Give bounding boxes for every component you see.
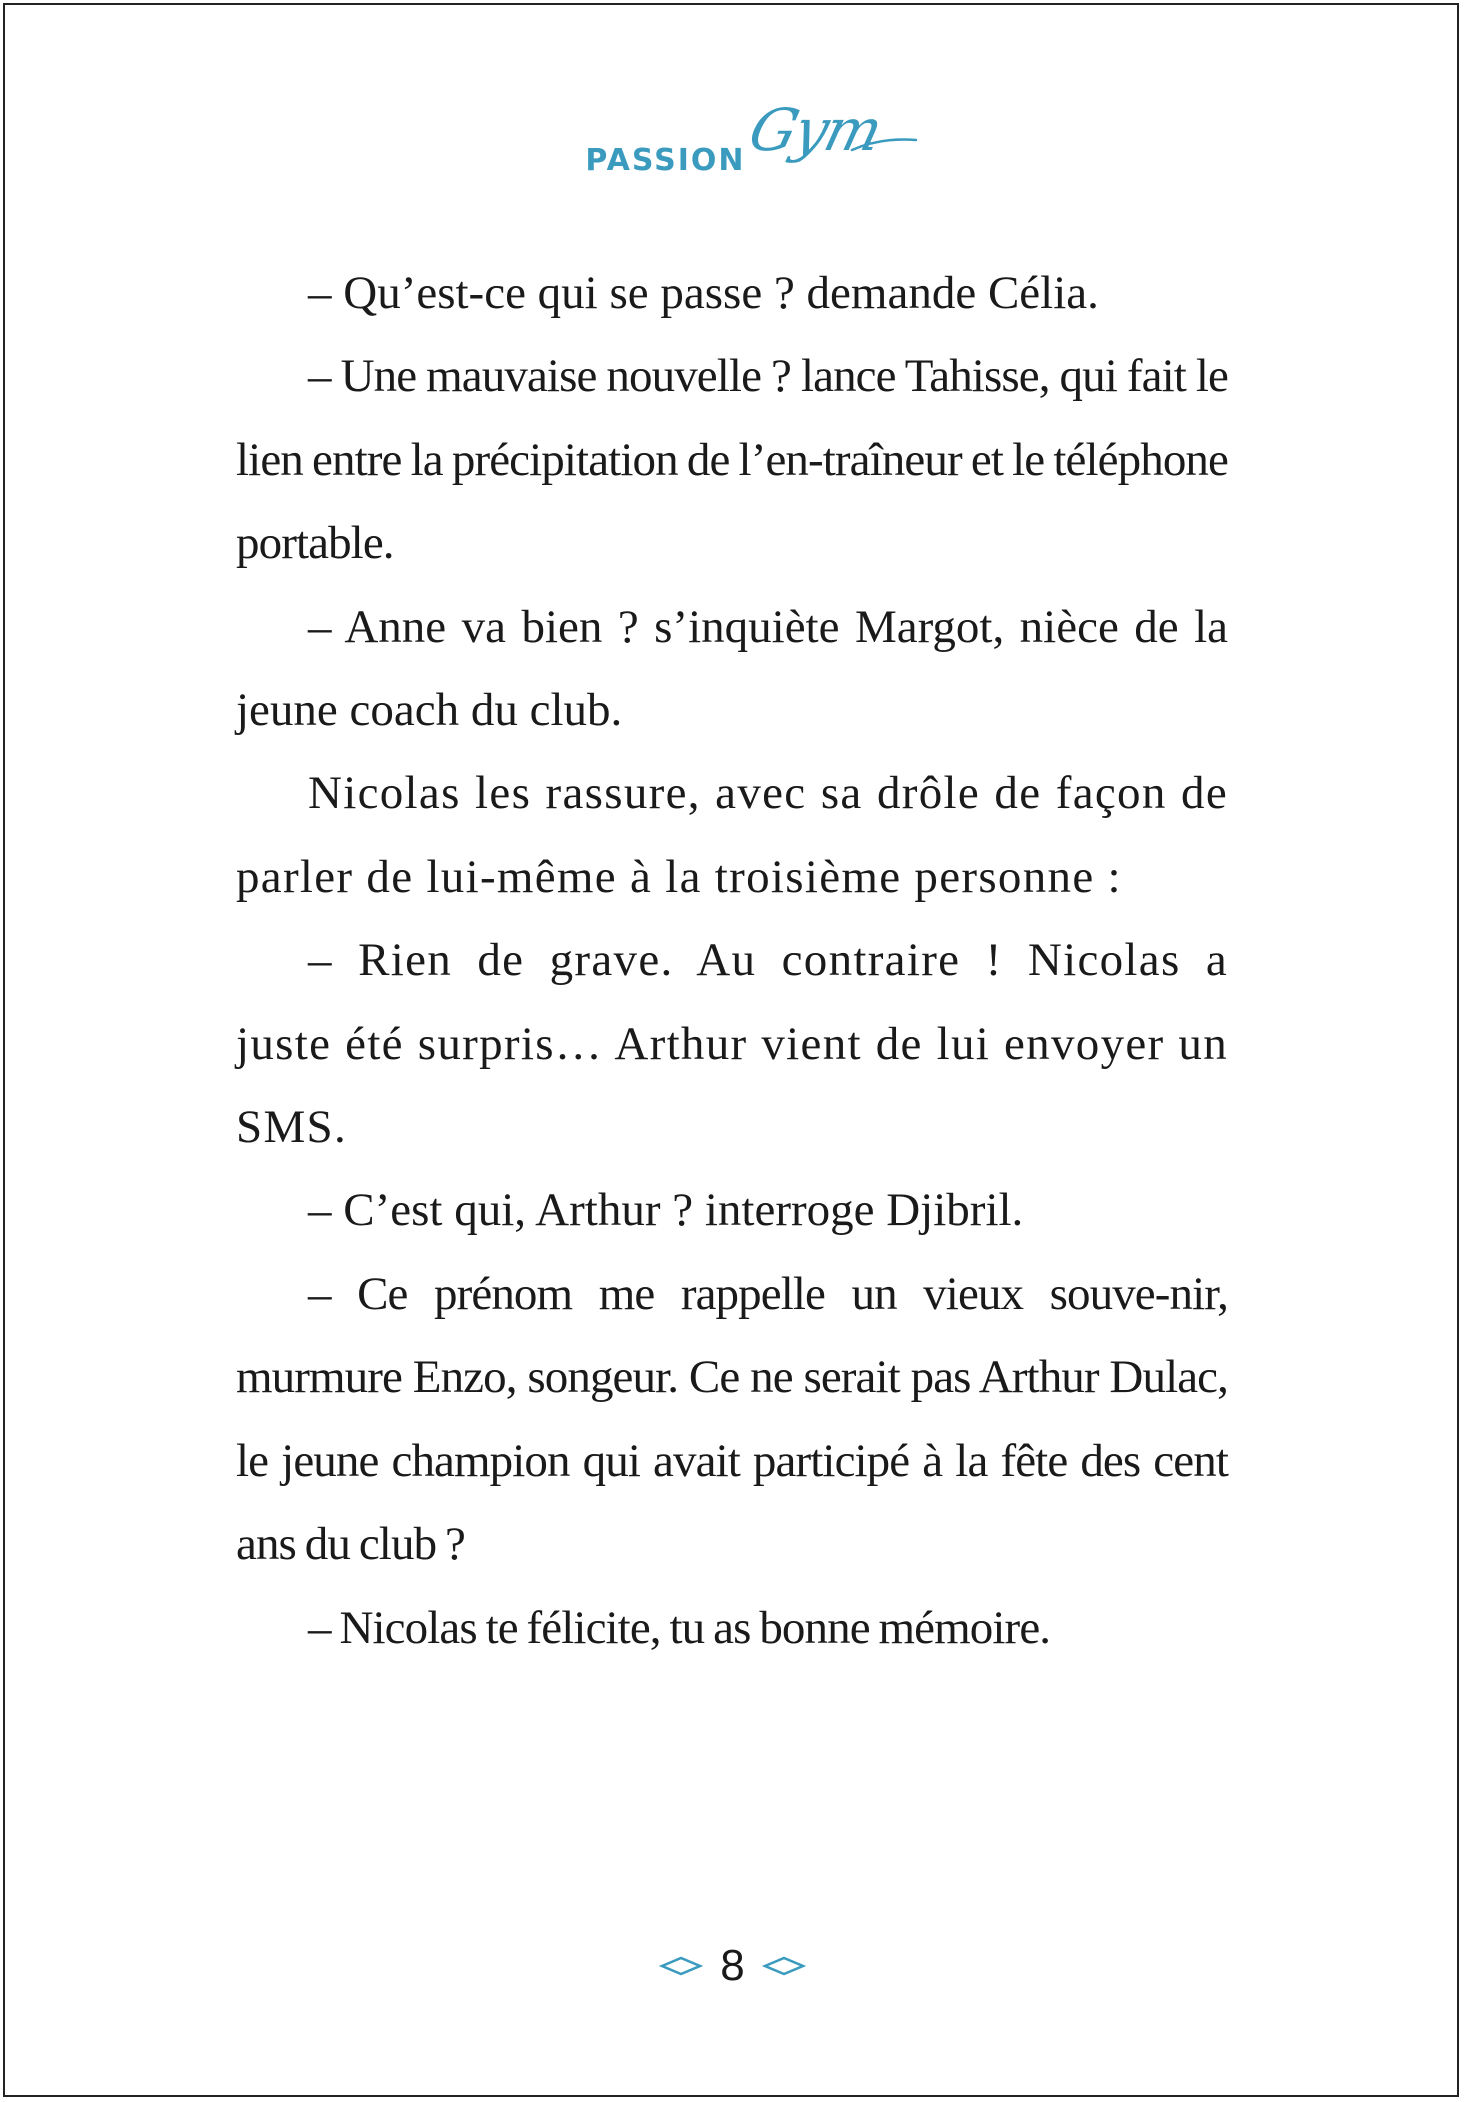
brand-word: PASSION [585,143,746,178]
paragraph: – C’est qui, Arthur ? interroge Djibril. [308,1184,1024,1237]
diamond-outline-icon [762,1955,806,1977]
brand-script: Gym [743,96,889,164]
paragraph: – Nicolas te félicite, tu as bonne mémoire. [308,1601,1051,1654]
swash-icon [850,128,920,158]
paragraph: – Ce prénom me rappelle un vieux souve-nir, murmure Enzo, songeur. Ce ne serait pas Arthur Dulac, le jeune champion qui avait participé à la fête des cent ans du club ? [236,1267,1228,1571]
paragraph: – Une mauvaise nouvelle ? lance Tahisse, qui fait le lien entre la précipitation de l’en-traîneur et le téléphone portable. [236,350,1228,570]
paragraph: – Anne va bien ? s’inquiète Margot, nièce de la jeune coach du club. [236,600,1228,737]
paragraph: Nicolas les rassure, avec sa drôle de façon de parler de lui-même à la troisième personne : [236,767,1228,903]
page-number: 8 [720,1940,745,1990]
page-number-footer [0,1932,1465,1996]
paragraph: – Rien de grave. Au contraire ! Nicolas a juste été surpris… Arthur vient de lui envoyer un SMS. [236,934,1228,1154]
body-text [236,252,1228,1670]
running-header [0,92,1465,182]
brand-logo [585,92,889,182]
paragraph: – Qu’est-ce qui se passe ? demande Célia. [308,267,1099,319]
diamond-outline-icon [659,1955,703,1977]
